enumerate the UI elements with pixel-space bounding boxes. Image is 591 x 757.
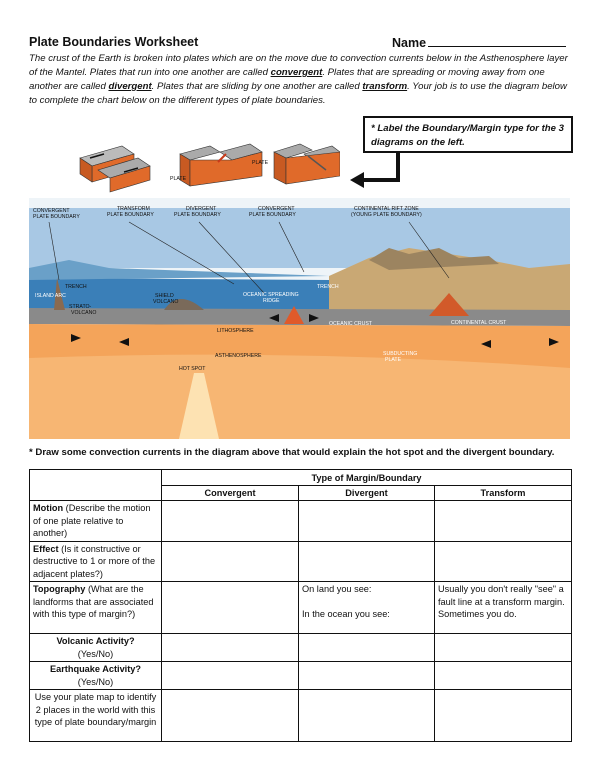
label-plate-boundary-left: PLATE BOUNDARY (33, 214, 80, 220)
mini-plate-label-2: PLATE (252, 160, 269, 166)
left-arrow-icon (348, 152, 408, 192)
label-trench-left: TRENCH (65, 284, 87, 290)
corner-cell-2 (30, 485, 162, 501)
label-instruction-box: * Label the Boundary/Margin type for the 3 diagrams on the left. (363, 116, 573, 153)
table-row (30, 634, 572, 662)
cell-places-convergent[interactable] (162, 690, 299, 742)
table-row (30, 690, 572, 742)
cell-earthquake-convergent[interactable] (162, 662, 299, 690)
col-header-convergent: Convergent (162, 485, 299, 501)
mini-asthenosphere-label: ASTHENOSPHERE (210, 184, 257, 190)
label-divergent-pb: PLATE BOUNDARY (174, 212, 221, 218)
col-header-transform: Transform (435, 485, 572, 501)
cell-places-divergent[interactable] (299, 690, 435, 742)
cell-volcanic-transform[interactable] (435, 634, 572, 662)
cell-effect-divergent[interactable] (299, 541, 435, 582)
label-asthenosphere: ASTHENOSPHERE (215, 353, 262, 359)
mini-diagram-convergent (252, 144, 340, 184)
term-transform: transform (362, 81, 408, 92)
table-row (30, 662, 572, 690)
corner-cell (30, 470, 162, 486)
row-label-earthquake: Earthquake Activity? (Yes/No) (30, 662, 162, 690)
label-transform: TRANSFORM (117, 206, 150, 212)
name-field[interactable] (392, 35, 566, 50)
cell-topography-convergent[interactable] (162, 582, 299, 634)
label-transform-pb: PLATE BOUNDARY (107, 212, 154, 218)
mini-diagram-divergent (170, 144, 262, 190)
convection-instruction: * Draw some convection currents in the diagram above that would explain the hot spot and the divergent boundary. (29, 447, 555, 458)
mini-block-diagrams (70, 140, 340, 195)
row-label-motion: Motion (Describe the motion of one plate relative to another) (30, 501, 162, 542)
plate-tectonics-diagram (29, 198, 570, 439)
label-continental-crust: CONTINENTAL CRUST (451, 320, 507, 326)
term-convergent: convergent (270, 67, 323, 78)
table-row (30, 541, 572, 582)
row-label-places: Use your plate map to identify 2 places in the world with this type of plate boundary/margin (30, 690, 162, 742)
table-header-group-row (30, 470, 572, 486)
cell-effect-convergent[interactable] (162, 541, 299, 582)
label-ridge: RIDGE (263, 298, 280, 304)
table-row (30, 582, 572, 634)
name-label: Name (392, 36, 427, 50)
intro-paragraph (29, 52, 575, 108)
intro-text-3: . Plates that are sliding by one another are called (151, 81, 363, 92)
label-spreading-ridge: OCEANIC SPREADING (243, 292, 299, 298)
label-convergent-mid: CONVERGENT (258, 206, 295, 212)
row-label-effect: Effect (Is it constructive or destructive to 1 or more of the adjacent plates?) (30, 541, 162, 582)
label-subducting: SUBDUCTING (383, 351, 418, 357)
label-subducting-plate: PLATE (385, 357, 402, 363)
label-shield-volcano: VOLCANO (153, 299, 179, 305)
row-label-topography: Topography (What are the landforms that are associated with this type of margin?) (30, 582, 162, 634)
label-island-arc: ISLAND ARC (35, 293, 66, 299)
term-divergent: divergent (108, 81, 152, 92)
cell-motion-convergent[interactable] (162, 501, 299, 542)
cell-motion-transform[interactable] (435, 501, 572, 542)
label-oceanic-crust: OCEANIC CRUST (329, 321, 372, 327)
label-lithosphere: LITHOSPHERE (217, 328, 254, 334)
label-convergent-left: CONVERGENT (33, 208, 70, 214)
group-header: Type of Margin/Boundary (162, 470, 572, 486)
intro-text-1: The crust of the Earth is broken into plates which are on the move due to convection currents below in the Asthenosphere layer of the Mantel. Plates that run into one another are called (29, 53, 568, 78)
cell-topography-transform[interactable]: Usually you don't really "see" a fault line at a transform margin. Sometimes you do. (435, 582, 572, 634)
mini-diagram-transform (80, 146, 150, 192)
cell-motion-divergent[interactable] (299, 501, 435, 542)
name-line[interactable] (428, 35, 566, 47)
label-hot-spot: HOT SPOT (179, 366, 206, 372)
cell-volcanic-divergent[interactable] (299, 634, 435, 662)
label-strato-volcano: VOLCANO (71, 310, 97, 316)
row-label-volcanic: Volcanic Activity? (Yes/No) (30, 634, 162, 662)
mini-plate-label-1: PLATE (170, 176, 187, 182)
table-row (30, 501, 572, 542)
label-rift-zone: CONTINENTAL RIFT ZONE (354, 206, 419, 212)
label-rift-sub: (YOUNG PLATE BOUNDARY) (351, 212, 422, 218)
label-shield: SHIELD (155, 293, 174, 299)
table-header-row (30, 485, 572, 501)
cell-effect-transform[interactable] (435, 541, 572, 582)
label-trench-right: TRENCH (317, 284, 339, 290)
plate-boundary-chart (29, 469, 572, 742)
intro-text-4: . Your job is to use the diagram below to complete the chart below on the different types of plate boundaries. (29, 81, 567, 106)
label-strato: STRATO- (69, 304, 92, 310)
mantle-layer (29, 355, 570, 439)
cell-volcanic-convergent[interactable] (162, 634, 299, 662)
worksheet-title: Plate Boundaries Worksheet (29, 35, 199, 49)
cell-earthquake-divergent[interactable] (299, 662, 435, 690)
cell-earthquake-transform[interactable] (435, 662, 572, 690)
cell-places-transform[interactable] (435, 690, 572, 742)
col-header-divergent: Divergent (299, 485, 435, 501)
intro-text-2: . Plates that are spreading or moving away from one another are called (29, 67, 545, 92)
cell-topography-divergent[interactable]: On land you see: In the ocean you see: (299, 582, 435, 634)
label-convergent-mid-pb: PLATE BOUNDARY (249, 212, 296, 218)
label-divergent: DIVERGENT (186, 206, 217, 212)
